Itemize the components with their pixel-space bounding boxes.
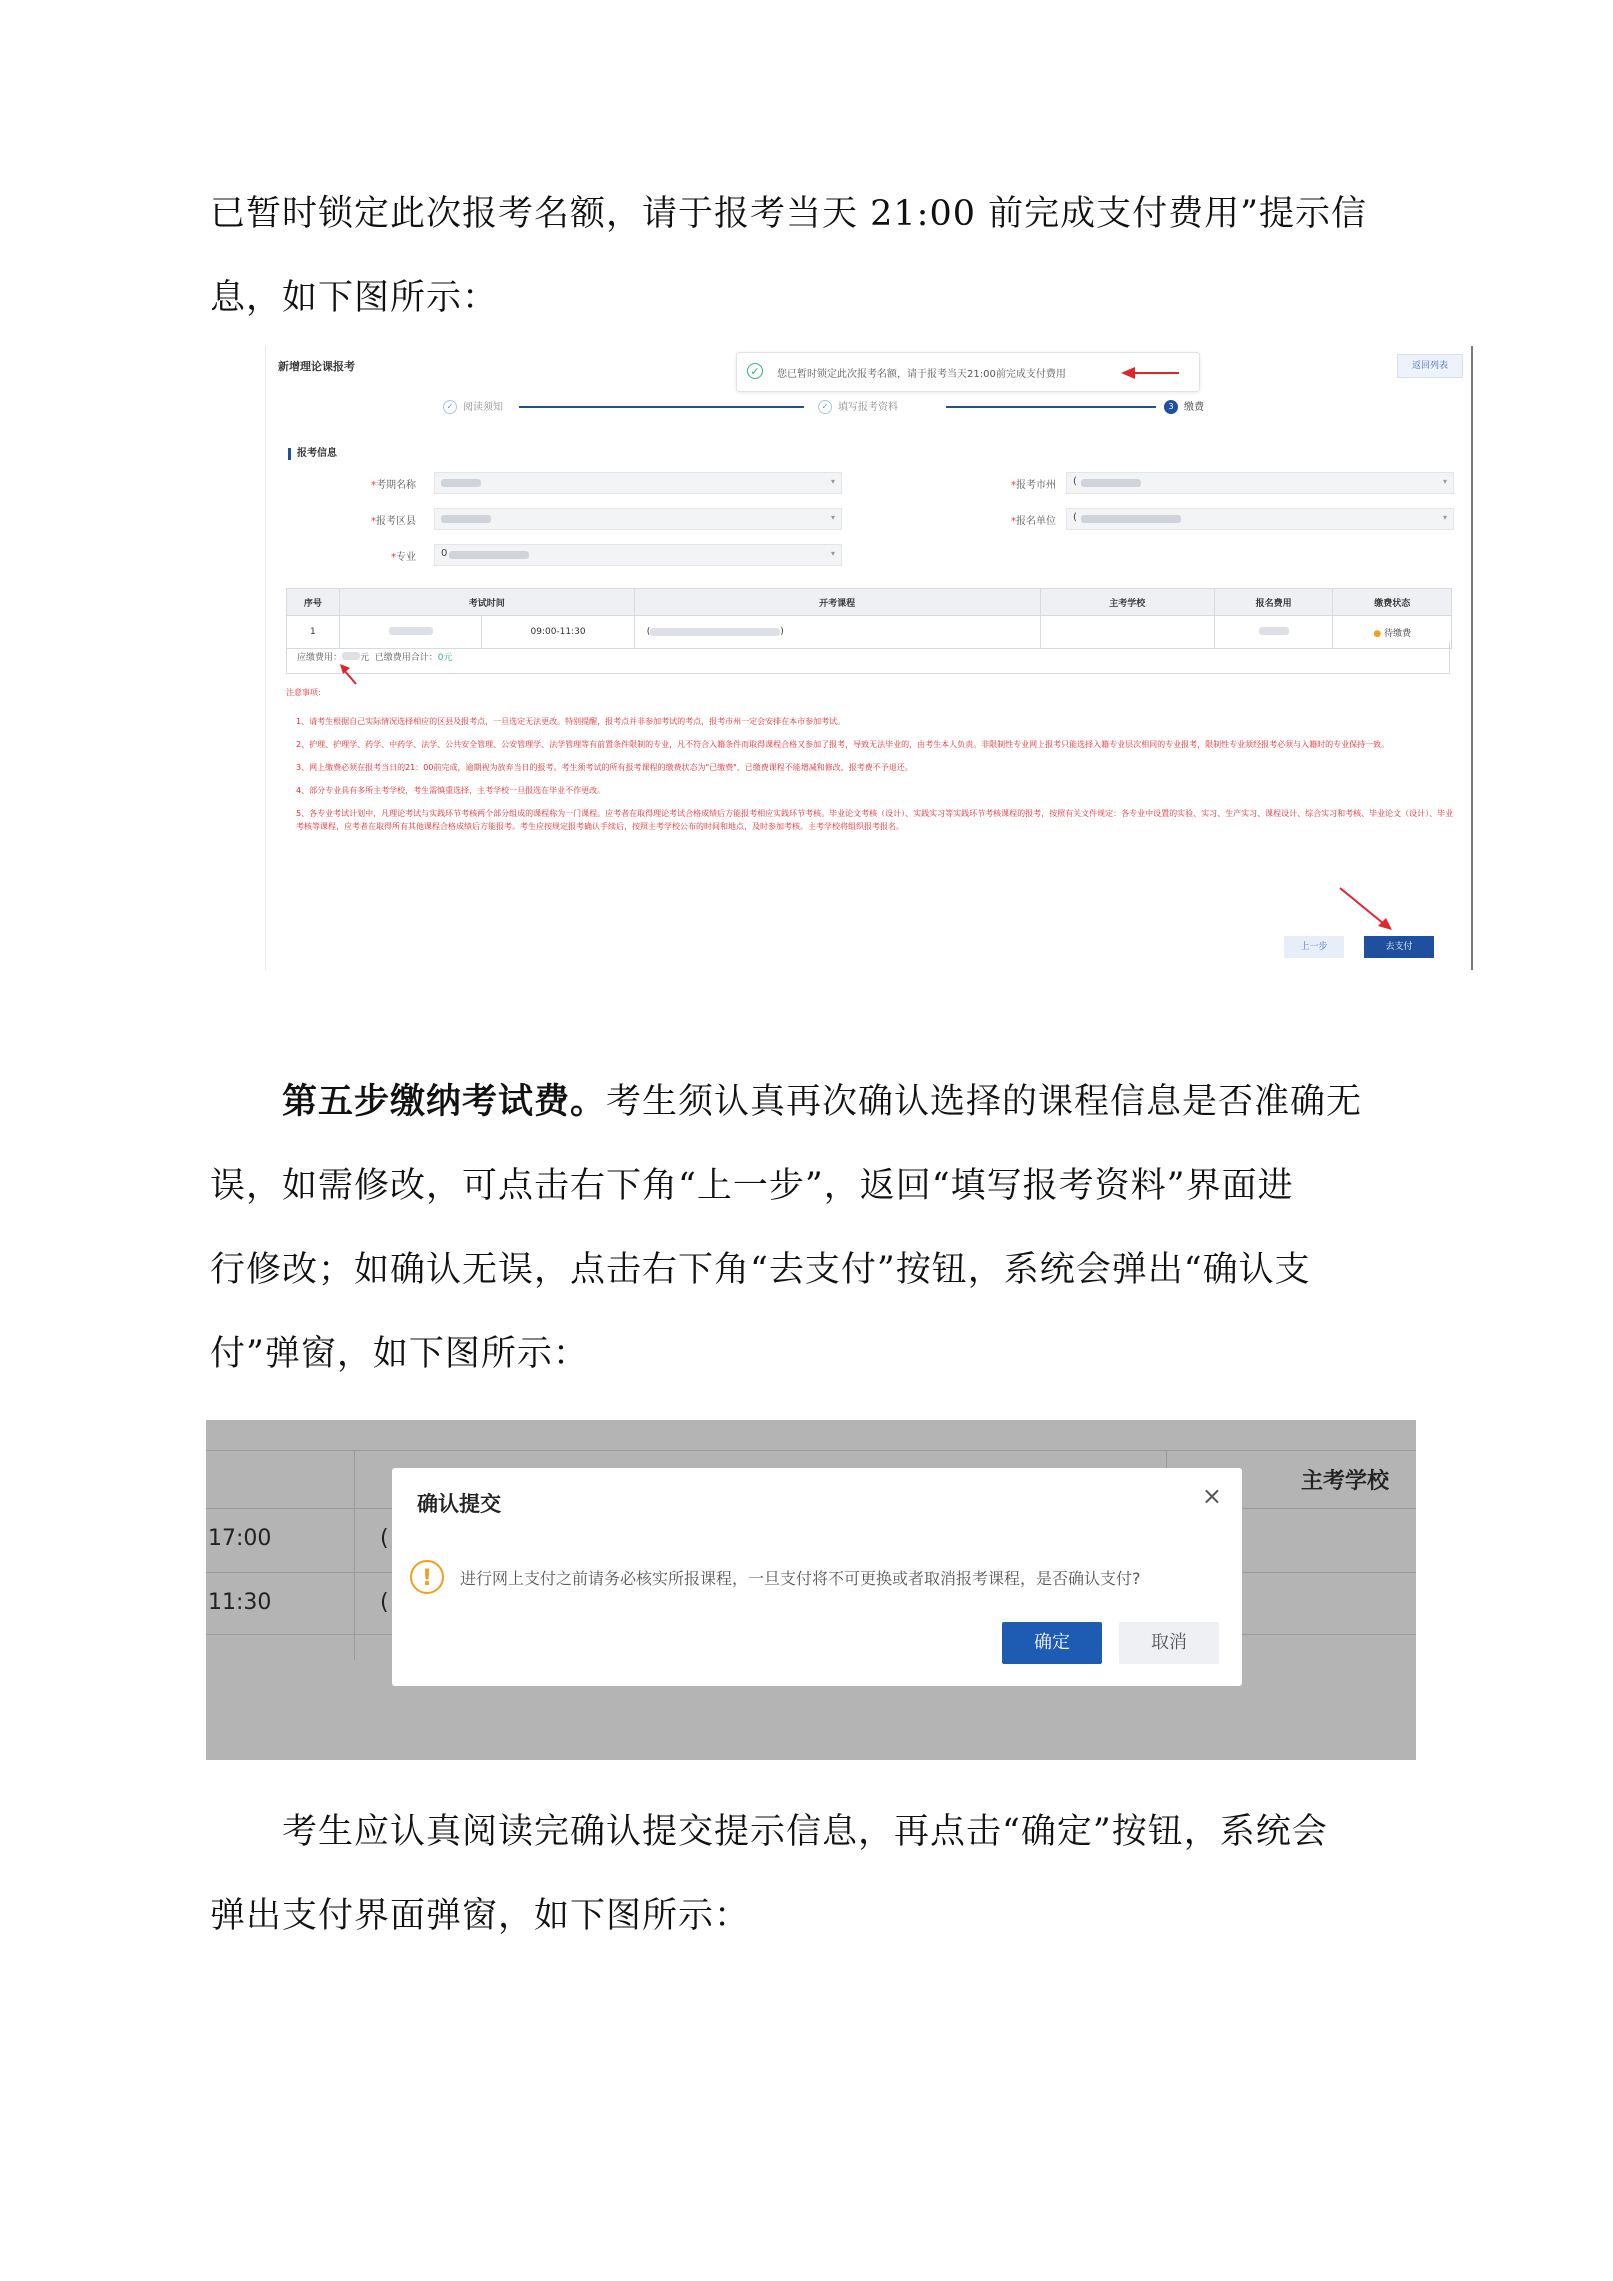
- col-header: 主考学校: [1040, 589, 1214, 616]
- step-connector: [946, 406, 1156, 408]
- modal-message: 进行网上支付之前请务必核实所报课程，一旦支付将不可更换或者取消报考课程，是否确认支付?: [460, 1569, 1141, 1588]
- note-item: 2、护理、护理学、药学、中药学、法学、公共安全管理、公安管理学、法学管理等有前置条件限制的专业，凡不符合入籍条件而取得课程合格又参加了报考，导致无法毕业的，由考生本人负责。非限制性专业网上报考只能选择入籍专业层次相同的专业报考，限制性专业须经报考必须与入籍时的专业保持一致。: [296, 740, 1390, 749]
- major-select[interactable]: 0 ▾: [434, 544, 842, 566]
- toast-message: 您已暂时锁定此次报考名额，请于报考当天21:00前完成支付费用: [777, 369, 1066, 380]
- registration-screenshot: [265, 346, 1473, 970]
- field-label-unit: *报名单位: [1011, 516, 1056, 527]
- step-label: 缴费: [1184, 402, 1204, 413]
- pay-button[interactable]: 去支付: [1364, 936, 1434, 958]
- note-item: 3、网上缴费必须在报考当日的21：00前完成，逾期视为放弃当日的报考。考生须考试的所有报考课程的缴费状态为"已缴费"，已缴费课程不能增减和修改，报考费不予退还。: [296, 763, 913, 772]
- step5-line-1-text: 考生须认真再次确认选择的课程信息是否准确无: [606, 1082, 1363, 1122]
- warning-icon: !: [410, 1560, 444, 1594]
- step5-line-2: 误，如需修改，可点击右下角“上一步”，返回“填写报考资料”界面进: [210, 1166, 1294, 1206]
- col-header: 报名费用: [1214, 589, 1333, 616]
- fee-due-label: 应缴费用：: [297, 653, 343, 663]
- fee-paid-value: 0元: [437, 653, 453, 663]
- step-label: 阅读须知: [463, 402, 503, 413]
- page-title: 新增理论课报考: [278, 360, 355, 373]
- outro-line-1: 考生应认真阅读完确认提交提示信息，再点击“确定”按钮，系统会: [282, 1812, 1328, 1852]
- col-header: 序号: [287, 589, 340, 616]
- prev-step-button[interactable]: 上一步: [1284, 936, 1344, 958]
- city-value: (: [1073, 476, 1077, 487]
- exam-course-table: [286, 588, 1452, 649]
- unit-select[interactable]: ( ▾: [1066, 508, 1454, 530]
- bg-time-1: 17:00: [208, 1526, 272, 1551]
- note-item: 5、各专业考试计划中，凡理论考试与实践环节考核两个部分组成的课程称为一门课程。应考者在取得理论考试合格成绩后方能报考相应实践环节考核。毕业论文考核（设计）、实践实习等实践环节考核课程的报考，按照有关文件规定：各专业中设置的实验、实习、生产实习、课程设计、综合实习和考核、毕业论文（设计）、毕业考核等课程，应考者在取得所有其他课程合格成绩后方能报考。考生应按规定报考确认手续后，按照主考学校公布的时间和地点，及时参加考核。主考学校将组织报考报名。: [296, 809, 1454, 831]
- step-label: 填写报考资料: [838, 402, 898, 413]
- notes-section: [286, 686, 1456, 843]
- step-number: 3: [1164, 400, 1178, 414]
- bg-paren-2: (: [380, 1590, 389, 1615]
- intro-paragraph: [210, 172, 1410, 340]
- col-header: 缴费状态: [1333, 589, 1452, 616]
- confirm-button[interactable]: 确定: [1002, 1622, 1102, 1664]
- exam-name-select[interactable]: ▾: [434, 472, 842, 494]
- step-check-icon: ✓: [818, 400, 832, 414]
- section-title: 报考信息: [288, 448, 337, 460]
- step-connector: [519, 406, 804, 408]
- cancel-button[interactable]: 取消: [1119, 1622, 1219, 1664]
- col-header: 考试时间: [339, 589, 634, 616]
- bg-paren-1: (: [380, 1526, 389, 1551]
- step5-heading: 第五步缴纳考试费。: [282, 1081, 607, 1122]
- close-icon[interactable]: ×: [1201, 1482, 1222, 1510]
- payment-status: ● 待缴费: [1333, 616, 1452, 649]
- row-number: 1: [287, 616, 340, 649]
- intro-line-2: 息，如下图所示：: [210, 278, 499, 318]
- step-payment: [1164, 398, 1204, 414]
- step5-line-1: [210, 1060, 1410, 1144]
- step5-line-4: 付”弹窗，如下图所示：: [210, 1334, 589, 1374]
- district-select[interactable]: ▾: [434, 508, 842, 530]
- fee-paid-label: 已缴费用合计：: [374, 653, 438, 663]
- city-select[interactable]: ( ▾: [1066, 472, 1454, 494]
- step5-paragraph: [210, 1060, 1410, 1396]
- outro-line-2: 弹出支付界面弹窗，如下图所示：: [210, 1896, 751, 1936]
- fee-summary: [286, 642, 1450, 674]
- intro-line-1: 已暂时锁定此次报考名额，请于报考当天 21:00 前完成支付费用”提示信: [210, 194, 1368, 234]
- confirm-submit-modal: [392, 1468, 1242, 1686]
- course-open: (: [646, 627, 651, 637]
- field-label-city: *报考市州: [1011, 480, 1056, 491]
- bg-column-header: 主考学校: [1301, 1469, 1390, 1494]
- red-arrow-icon: [1121, 366, 1181, 380]
- confirm-dialog-screenshot: [206, 1420, 1416, 1760]
- major-value: 0: [441, 548, 448, 559]
- field-label-major: *专业: [391, 552, 416, 563]
- outro-paragraph: [210, 1790, 1410, 1958]
- field-label-exam-name: *考期名称: [371, 480, 416, 491]
- col-header: 开考课程: [634, 589, 1040, 616]
- step5-line-3: 行修改；如确认无误，点击右下角“去支付”按钮，系统会弹出“确认支: [210, 1250, 1311, 1290]
- modal-title: 确认提交: [417, 1492, 501, 1516]
- course-close: ): [780, 627, 784, 637]
- exam-time-cell: 09:00-11:30: [482, 616, 634, 649]
- step-read-notice: [443, 398, 503, 414]
- bg-time-2: 11:30: [208, 1590, 272, 1615]
- check-circle-icon: ✓: [747, 363, 763, 379]
- bg-divider: [354, 1450, 355, 1660]
- bg-divider: [206, 1450, 1416, 1451]
- back-to-list-button[interactable]: 返回列表: [1397, 354, 1463, 378]
- step-fill-info: [818, 398, 898, 414]
- status-text: 待缴费: [1384, 628, 1412, 639]
- note-item: 1、请考生根据自己实际情况选择相应的区县及报考点，一旦选定无法更改。特别提醒，报考点并非参加考试的考点，报考市州一定会安排在本市参加考试。: [296, 717, 846, 726]
- step-check-icon: ✓: [443, 400, 457, 414]
- red-arrow-icon: [338, 662, 358, 686]
- note-item: 4、部分专业具有多所主考学校，考生需慎重选择，主考学校一旦报选在毕业不作更改。: [296, 786, 606, 795]
- notes-title: 注意事项:: [286, 688, 321, 697]
- field-label-district: *报考区县: [371, 516, 416, 527]
- red-arrow-icon: [1336, 884, 1396, 934]
- unit-value: (: [1073, 512, 1077, 523]
- fee-due-unit: 元: [360, 653, 370, 663]
